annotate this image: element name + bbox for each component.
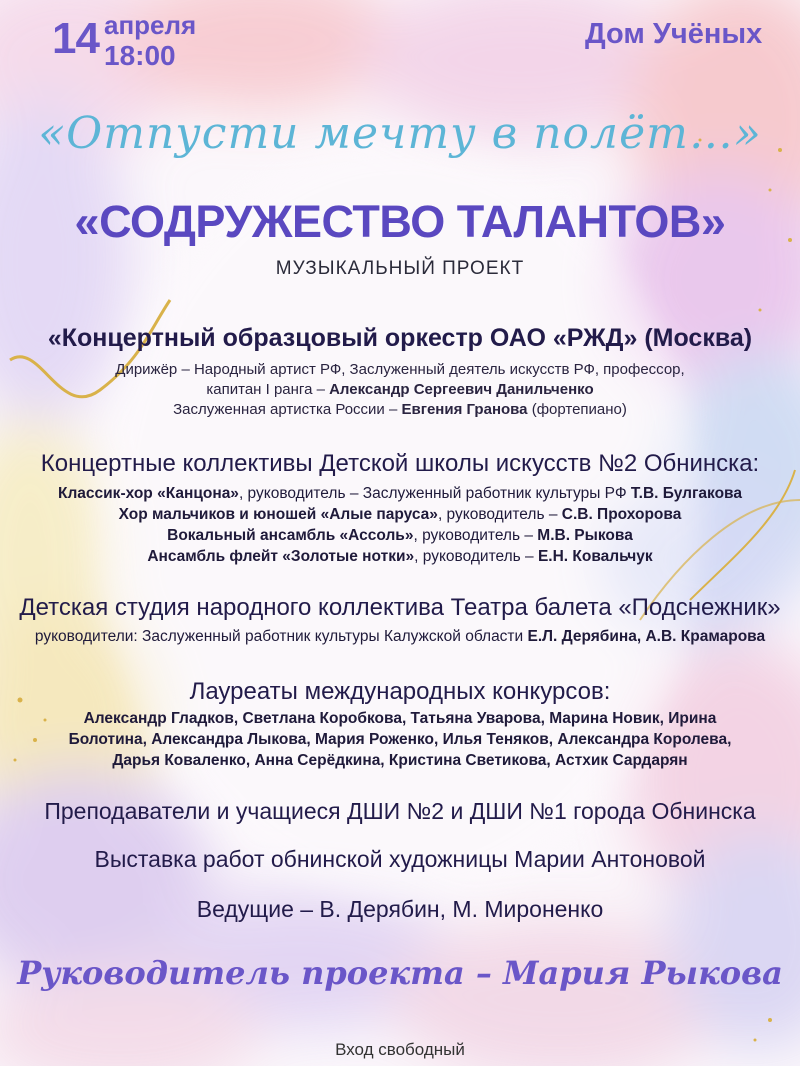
hosts-line: Ведущие – В. Дерябин, М. Мироненко xyxy=(196,896,604,922)
venue: Дом Учёных xyxy=(585,18,763,50)
pianist-name: Евгения Гранова xyxy=(401,401,528,418)
event-subtitle: МУЗЫКАЛЬНЫЙ ПРОЕКТ xyxy=(275,258,525,279)
teachers-line: Преподаватели и учащиеся ДШИ №2 и ДШИ №1 города Обнинска xyxy=(44,798,756,824)
date-time: 18:00 xyxy=(104,40,176,71)
school-line xyxy=(0,546,800,567)
ensemble-role: , руководитель – xyxy=(437,506,562,523)
date-day: 14 xyxy=(52,14,99,63)
pianist-suffix: (фортепиано) xyxy=(527,401,627,418)
school-line xyxy=(0,483,800,504)
pianist-prefix: Заслуженная артистка России – xyxy=(173,401,402,418)
ensemble-name: Вокальный ансамбль «Ассоль» xyxy=(167,527,414,544)
studio-heading: Детская студия народного коллектива Театра балета «Подснежник» xyxy=(19,594,781,621)
ensemble-name: Хор мальчиков и юношей «Алые паруса» xyxy=(118,506,438,523)
project-leader: Руководитель проекта – Мария Рыкова xyxy=(17,954,783,992)
conductor-line-1: Дирижёр – Народный артист РФ, Заслуженный деятель искусств РФ, профессор, xyxy=(115,361,685,378)
slogan: «Отпусти мечту в полёт…» xyxy=(38,108,762,159)
date-month: апреля xyxy=(104,10,197,40)
ensemble-leader: С.В. Прохорова xyxy=(561,506,682,523)
ensemble-leader: М.В. Рыкова xyxy=(537,527,633,544)
conductor-rank: капитан I ранга – xyxy=(206,381,330,398)
ensemble-leader: Т.В. Булгакова xyxy=(630,485,742,502)
pianist-line xyxy=(0,400,800,420)
ensemble-name: Классик-хор «Канцона» xyxy=(57,485,239,502)
laureates-line: Болотина, Александра Лыкова, Мария Роженко, Илья Теняков, Александра Королева, xyxy=(68,731,732,748)
school-list xyxy=(0,483,800,567)
conductor-name: Александр Сергеевич Данильченко xyxy=(329,381,594,398)
school-line xyxy=(0,504,800,525)
laureates-heading: Лауреаты международных конкурсов: xyxy=(189,678,611,705)
school-heading: Концертные коллективы Детской школы искусств №2 Обнинска: xyxy=(40,450,760,477)
studio-leaders-names: Е.Л. Дерябина, А.В. Крамарова xyxy=(527,628,766,645)
orchestra-heading: «Концертный образцовый оркестр ОАО «РЖД» (Москва) xyxy=(47,324,753,352)
ensemble-role: , руководитель – xyxy=(414,548,538,565)
ensemble-role: , руководитель – xyxy=(413,527,538,544)
ensemble-name: Ансамбль флейт «Золотые нотки» xyxy=(147,548,415,565)
school-line xyxy=(0,525,800,546)
ensemble-leader: Е.Н. Ковальчук xyxy=(537,548,653,565)
entry-note: Вход свободный xyxy=(335,1040,465,1059)
studio-line xyxy=(0,626,800,647)
orchestra-conductor xyxy=(0,360,800,420)
event-title: «СОДРУЖЕСТВО ТАЛАНТОВ» xyxy=(74,196,726,247)
exhibition-line: Выставка работ обнинской художницы Марии Антоновой xyxy=(94,846,706,872)
conductor-line-2 xyxy=(0,380,800,400)
laureates-list xyxy=(0,708,800,771)
studio-leaders-prefix: руководители: Заслуженный работник культуры Калужской области xyxy=(34,628,528,645)
laureates-line: Дарья Коваленко, Анна Серёдкина, Кристина Светикова, Астхик Сардарян xyxy=(112,752,688,769)
laureates-line: Александр Гладков, Светлана Коробкова, Татьяна Уварова, Марина Новик, Ирина xyxy=(83,710,717,727)
ensemble-role: , руководитель – Заслуженный работник культуры РФ xyxy=(238,485,631,502)
